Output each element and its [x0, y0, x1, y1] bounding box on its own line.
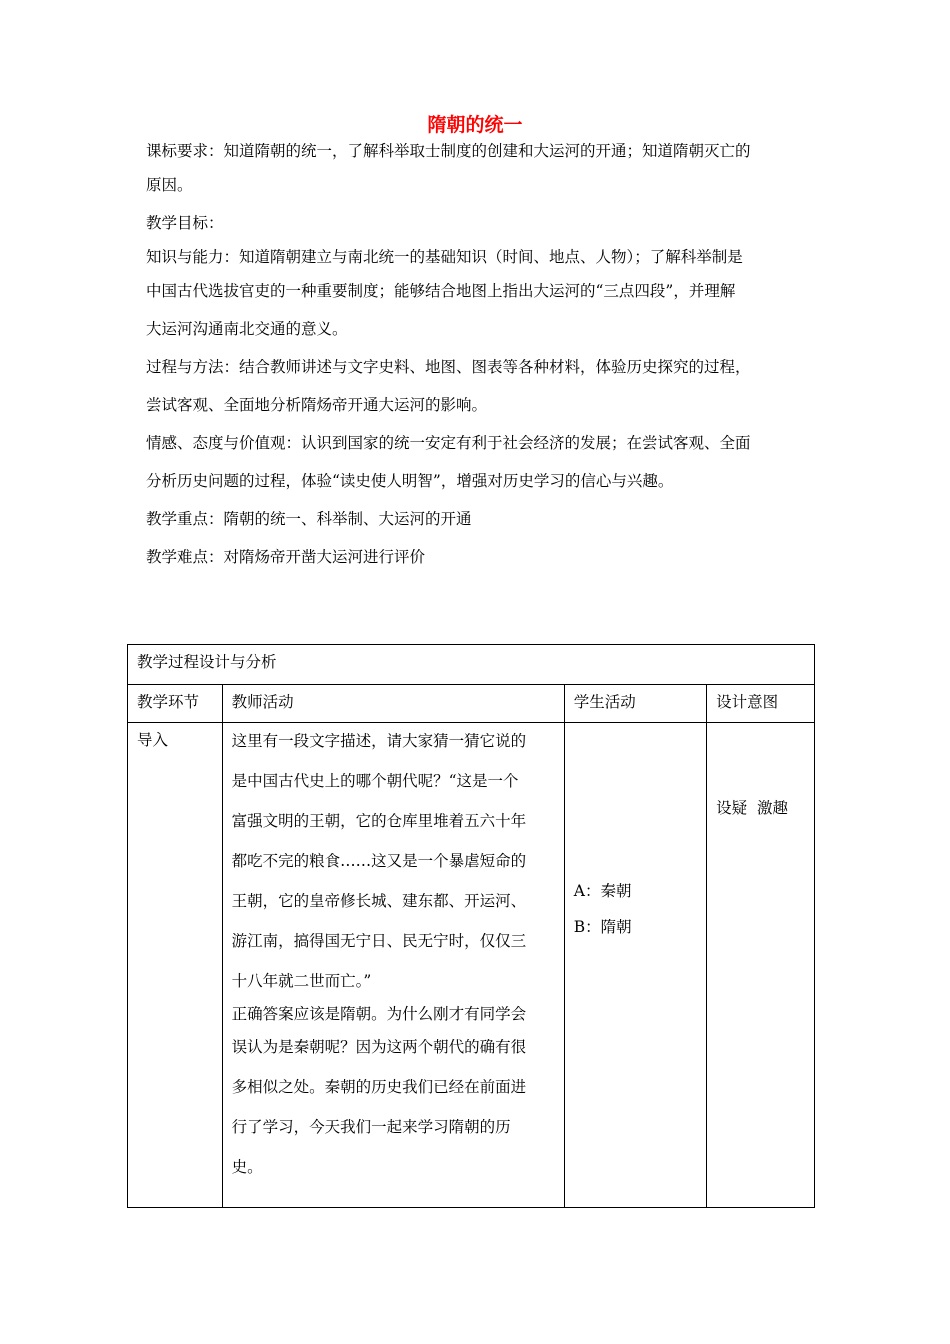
- teacher-line: 这里有一段文字描述，请大家猜一猜它说的: [231, 732, 527, 750]
- student-activity-cell: [564, 723, 706, 1208]
- difficulties: 教学难点：对隋炀帝开凿大运河进行评价: [146, 548, 426, 566]
- header-stage: 教学环节: [128, 685, 223, 723]
- lesson-intro: [146, 136, 816, 576]
- teacher-line: 王朝，它的皇帝修长城、建东都、开运河、: [231, 892, 527, 910]
- table-caption: 教学过程设计与分析: [128, 645, 815, 685]
- curriculum-line-1: 课标要求：知道隋朝的统一，了解科举取士制度的创建和大运河的开通；知道隋朝灭亡的: [146, 142, 751, 160]
- page-title: 隋朝的统一: [427, 114, 523, 136]
- teacher-line: 史。: [231, 1158, 263, 1176]
- teacher-line: 是中国古代史上的哪个朝代呢？“这是一个: [231, 772, 519, 790]
- design-intent-text: 设疑 激趣: [716, 799, 788, 817]
- table-caption-row: [128, 645, 815, 685]
- student-option-b: B：隋朝: [573, 918, 632, 936]
- knowledge-line-1: 知识与能力：知道隋朝建立与南北统一的基础知识（时间、地点、人物）；了解科举制是: [146, 248, 743, 266]
- table-row: [128, 723, 815, 1208]
- teacher-line: 都吃不完的粮食……这又是一个暴虐短命的: [231, 852, 527, 870]
- header-design-intent: 设计意图: [707, 685, 815, 723]
- goals-heading: 教学目标：: [146, 214, 224, 232]
- teacher-line: 十八年就二世而亡。”: [231, 972, 372, 990]
- teacher-activity-cell: [222, 723, 564, 1208]
- emotion-line-2: 分析历史问题的过程，体验“读史使人明智”，增强对历史学习的信心与兴趣。: [146, 472, 674, 490]
- teacher-line: 多相似之处。秦朝的历史我们已经在前面进: [231, 1078, 527, 1096]
- curriculum-line-2: 原因。: [146, 176, 193, 194]
- teacher-line: 游江南，搞得国无宁日、民无宁时，仅仅三: [231, 932, 527, 950]
- teacher-line: 富强文明的王朝，它的仓库里堆着五六十年: [231, 812, 527, 830]
- stage-cell: [128, 723, 223, 1208]
- emotion-line-1: 情感、态度与价值观：认识到国家的统一安定有利于社会经济的发展；在尝试客观、全面: [146, 434, 751, 452]
- teacher-line: 误认为是秦朝呢？因为这两个朝代的确有很: [231, 1038, 527, 1056]
- teaching-process-table: [127, 644, 815, 1208]
- process-method-line-1: 过程与方法：结合教师讲述与文字史料、地图、图表等各种材料，体验历史探究的过程，: [146, 358, 751, 376]
- teacher-line: 正确答案应该是隋朝。为什么刚才有同学会: [231, 1005, 527, 1023]
- header-teacher-activity: 教师活动: [222, 685, 564, 723]
- header-student-activity: 学生活动: [564, 685, 706, 723]
- student-option-a: A：秦朝: [573, 882, 632, 900]
- knowledge-line-2: 中国古代选拔官吏的一种重要制度；能够结合地图上指出大运河的“三点四段”，并理解: [146, 282, 736, 300]
- stage-label: 导入: [137, 731, 169, 749]
- process-method-line-2: 尝试客观、全面地分析隋炀帝开通大运河的影响。: [146, 396, 488, 414]
- key-points: 教学重点：隋朝的统一、科举制、大运河的开通: [146, 510, 472, 528]
- design-intent-cell: [707, 723, 815, 1208]
- knowledge-line-3: 大运河沟通南北交通的意义。: [146, 320, 348, 338]
- table-header-row: [128, 685, 815, 723]
- teacher-line: 行了学习，今天我们一起来学习隋朝的历: [231, 1118, 511, 1136]
